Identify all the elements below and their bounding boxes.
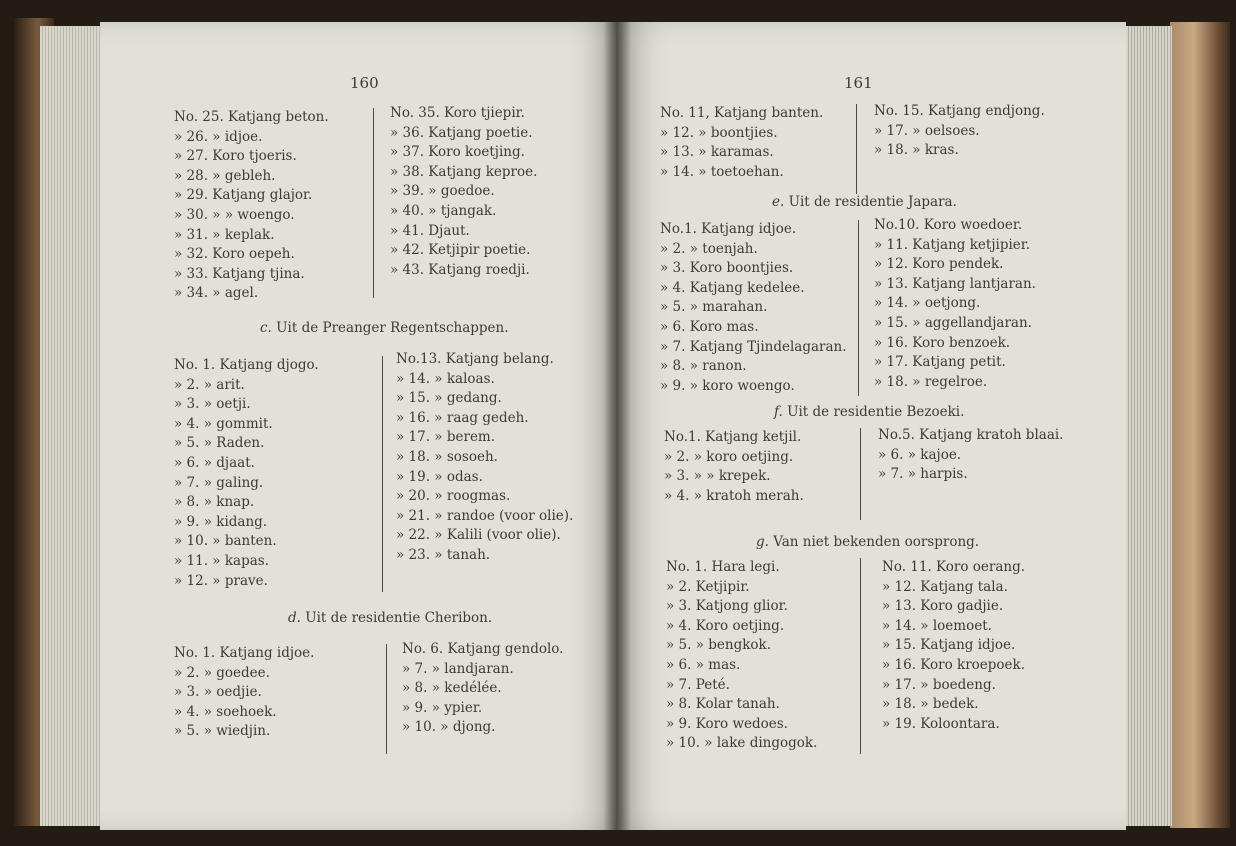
list-column	[874, 216, 1036, 392]
list-item: » 2. » goedee.	[174, 664, 270, 681]
list-item: No.10. Koro woedoer.	[874, 217, 1023, 233]
list-item: » 7. » harpis.	[878, 466, 968, 483]
list-item: » 5. » marahan.	[660, 299, 768, 316]
list-item: » 3. » » krepek.	[664, 468, 771, 485]
list-item: » 12. » boontjies.	[660, 124, 778, 141]
list-item: » 6. » mas.	[666, 656, 741, 673]
list-column	[660, 104, 823, 182]
list-column	[402, 640, 563, 738]
list-column	[882, 558, 1025, 734]
list-item: » 5. » bengkok.	[666, 637, 772, 654]
list-item: » 10. » lake dingogok.	[666, 735, 818, 752]
list-item: » 20. » roogmas.	[396, 488, 511, 505]
list-item: » 14. » toetoehan.	[660, 163, 784, 180]
list-item: » 38. Katjang keproe.	[390, 163, 538, 180]
section-heading: c. Uit de Preanger Regentschappen.	[260, 320, 509, 336]
list-item: » 7. » landjaran.	[402, 660, 514, 677]
list-item: » 17. Katjang petit.	[874, 354, 1006, 371]
page-edges-right	[1120, 26, 1172, 826]
list-item: » 15. » gedang.	[396, 390, 502, 407]
list-item: » 42. Ketjipir poetie.	[390, 242, 531, 259]
list-item: » 3. » oedjie.	[174, 684, 262, 701]
list-item: No. 15. Katjang endjong.	[874, 103, 1045, 119]
list-item: » 2. » arit.	[174, 376, 245, 393]
list-item: » 22. » Kalili (voor olie).	[396, 527, 561, 544]
list-item: » 39. » goedoe.	[390, 183, 495, 200]
list-item: » 15. » aggellandjaran.	[874, 314, 1032, 331]
list-column	[390, 104, 537, 280]
list-item: » 33. Katjang tjina.	[174, 265, 305, 282]
list-item: » 18. » bedek.	[882, 696, 979, 713]
list-item: No. 1. Katjang djogo.	[174, 357, 319, 373]
list-item: » 40. » tjangak.	[390, 202, 497, 219]
list-item: » 29. Katjang glajor.	[174, 187, 313, 204]
list-item: » 16. Koro benzoek.	[874, 334, 1011, 351]
column-divider	[860, 558, 861, 754]
list-item: » 9. » kidang.	[174, 513, 268, 530]
column-divider	[858, 220, 859, 396]
list-item: » 16. Koro kroepoek.	[882, 656, 1026, 673]
list-item: » 19. Koloontara.	[882, 715, 1000, 732]
page-number: 161	[844, 74, 873, 92]
list-item: » 11. Katjang ketjipier.	[874, 236, 1031, 253]
list-item: No.5. Katjang kratoh blaai.	[878, 427, 1064, 443]
page-number: 160	[350, 74, 379, 92]
list-item: » 9. » koro woengo.	[660, 377, 795, 394]
list-column	[396, 350, 573, 566]
list-item: » 7. Katjang Tjindelagaran.	[660, 338, 847, 355]
list-item: » 23. » tanah.	[396, 546, 491, 563]
column-divider	[386, 644, 387, 754]
list-item: » 3. » oetji.	[174, 396, 251, 413]
list-item: » 43. Katjang roedji.	[390, 261, 530, 278]
list-item: » 5. » Raden.	[174, 435, 265, 452]
list-item: » 15. Katjang idjoe.	[882, 637, 1016, 654]
list-item: » 17. » boedeng.	[882, 676, 996, 693]
list-item: » 12. Koro pendek.	[874, 256, 1004, 273]
list-item: » 9. » ypier.	[402, 699, 483, 716]
list-item: » 32. Koro oepeh.	[174, 246, 295, 263]
list-item: » 19. » odas.	[396, 468, 483, 485]
list-item: » 21. » randoe (voor olie).	[396, 507, 574, 524]
list-item: » 4. » soehoek.	[174, 703, 277, 720]
list-item: » 4. » gommit.	[174, 415, 273, 432]
list-item: » 4. Koro oetjing.	[666, 617, 785, 634]
column-divider	[860, 428, 861, 520]
list-item: No. 11, Katjang banten.	[660, 105, 824, 121]
list-item: » 7. » galing.	[174, 474, 264, 491]
column-divider	[856, 104, 857, 194]
list-item: » 27. Koro tjoeris.	[174, 148, 297, 165]
section-heading: f. Uit de residentie Bezoeki.	[774, 404, 965, 420]
list-item: » 9. Koro wedoes.	[666, 715, 788, 732]
list-item: » 8. » kedélée.	[402, 680, 502, 697]
list-column	[174, 356, 319, 591]
list-item: » 17. » oelsoes.	[874, 122, 980, 139]
book-gutter	[603, 22, 631, 830]
left-page	[100, 22, 620, 830]
list-item: » 6. » kajoe.	[878, 446, 962, 463]
list-item: » 26. » idjoe.	[174, 128, 263, 145]
list-item: » 13. Koro gadjie.	[882, 598, 1004, 615]
list-item: No. 25. Katjang beton.	[174, 109, 329, 125]
list-column	[660, 220, 847, 396]
list-item: » 30. » » woengo.	[174, 206, 295, 223]
right-page	[616, 22, 1126, 830]
list-item: » 41. Djaut.	[390, 222, 470, 239]
list-column	[664, 428, 804, 506]
list-item: » 37. Koro koetjing.	[390, 144, 525, 161]
list-item: » 2. Ketjipir.	[666, 578, 750, 595]
list-item: » 8. » ranon.	[660, 358, 747, 375]
list-item: » 34. » agel.	[174, 285, 259, 302]
list-item: » 18. » kras.	[874, 142, 959, 159]
list-item: » 8. Kolar tanah.	[666, 696, 780, 713]
list-item: » 28. » gebleh.	[174, 167, 276, 184]
list-item: » 17. » berem.	[396, 429, 496, 446]
list-column	[874, 102, 1045, 161]
list-item: » 4. Katjang kedelee.	[660, 279, 805, 296]
list-item: » 12. Katjang tala.	[882, 578, 1008, 595]
list-item: » 18. » regelroe.	[874, 373, 988, 390]
list-item: » 7. Peté.	[666, 676, 730, 693]
list-item: » 5. » wiedjin.	[174, 723, 271, 740]
list-item: » 3. Katjong glior.	[666, 598, 788, 615]
list-item: » 12. » prave.	[174, 572, 268, 589]
list-item: No. 6. Katjang gendolo.	[402, 641, 564, 657]
list-item: » 10. » djong.	[402, 719, 496, 736]
section-heading: e. Uit de residentie Japara.	[772, 194, 957, 210]
column-divider	[382, 356, 383, 592]
list-item: » 8. » knap.	[174, 494, 255, 511]
list-item: » 3. Koro boontjies.	[660, 260, 794, 277]
list-column	[174, 108, 329, 304]
list-column	[878, 426, 1063, 485]
list-column	[666, 558, 817, 754]
list-item: No. 1. Hara legi.	[666, 559, 780, 575]
list-item: No. 11. Koro oerang.	[882, 559, 1026, 575]
list-item: » 14. » loemoet.	[882, 617, 992, 634]
list-item: » 16. » raag gedeh.	[396, 409, 529, 426]
list-item: » 13. » karamas.	[660, 144, 774, 161]
list-item: » 31. » keplak.	[174, 226, 275, 243]
list-item: » 36. Katjang poetie.	[390, 124, 533, 141]
list-column	[174, 644, 314, 742]
list-item: » 10. » banten.	[174, 533, 277, 550]
list-item: No. 1. Katjang idjoe.	[174, 645, 315, 661]
list-item: » 2. » koro oetjing.	[664, 448, 794, 465]
section-heading: d. Uit de residentie Cheribon.	[288, 610, 493, 626]
list-item: No. 35. Koro tjiepir.	[390, 105, 525, 121]
list-item: No.13. Katjang belang.	[396, 351, 554, 367]
list-item: » 18. » sosoeh.	[396, 448, 498, 465]
list-item: » 14. » kaloas.	[396, 370, 495, 387]
column-divider	[373, 108, 374, 298]
book-cover-right	[1170, 22, 1230, 828]
list-item: No.1. Katjang idjoe.	[660, 221, 797, 237]
section-heading: g. Van niet bekenden oorsprong.	[756, 534, 980, 550]
list-item: » 11. » kapas.	[174, 552, 270, 569]
list-item: » 2. » toenjah.	[660, 240, 758, 257]
list-item: » 6. Koro mas.	[660, 318, 759, 335]
list-item: » 14. » oetjong.	[874, 295, 981, 312]
list-item: » 4. » kratoh merah.	[664, 487, 804, 504]
list-item: » 6. » djaat.	[174, 454, 255, 471]
list-item: » 13. Katjang lantjaran.	[874, 275, 1036, 292]
list-item: No.1. Katjang ketjil.	[664, 429, 802, 445]
